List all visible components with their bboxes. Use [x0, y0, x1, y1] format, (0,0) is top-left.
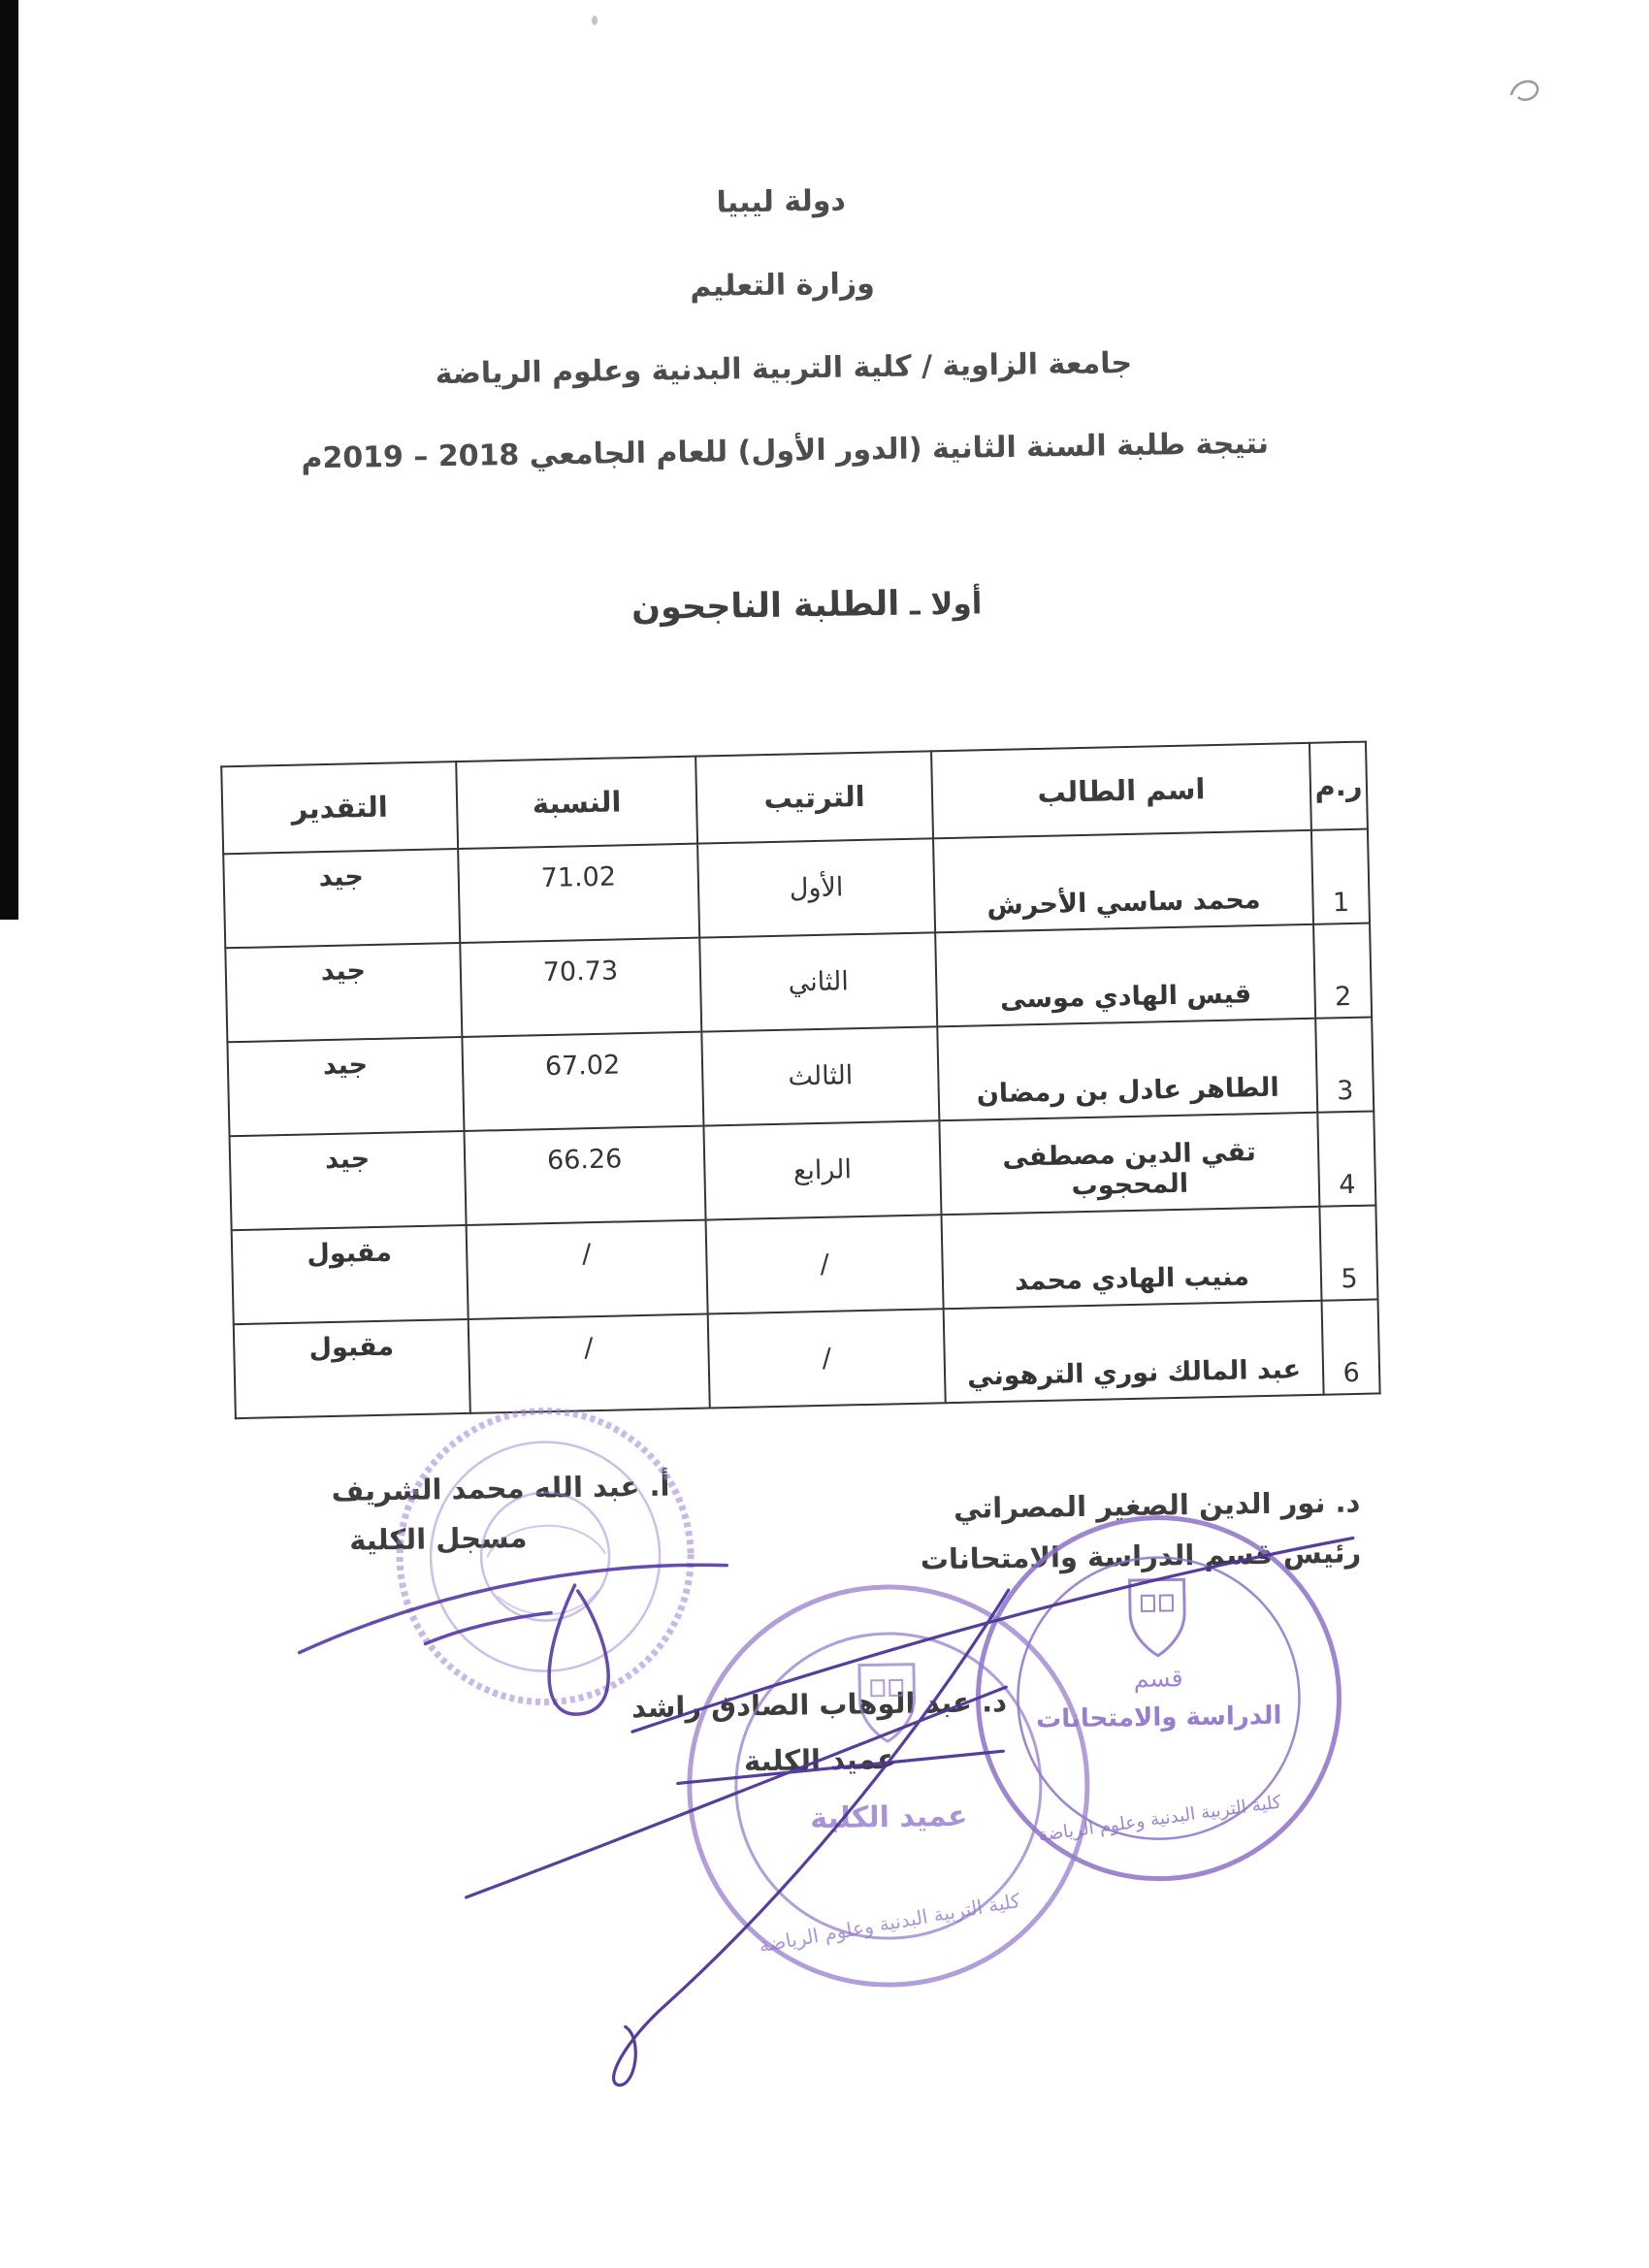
- column-header-index: ر.م: [1310, 742, 1368, 830]
- cell-rank: الثاني: [699, 932, 937, 1031]
- cell-student-name: قيس الهادي موسى: [935, 924, 1315, 1026]
- cell-student-name: منيب الهادي محمد: [941, 1207, 1321, 1309]
- registrar-stamp-icon: [388, 1399, 703, 1714]
- cell-rank: الثالث: [701, 1026, 939, 1125]
- cell-index: 1: [1311, 829, 1370, 924]
- cell-student-name: عبد المالك نوري الترهوني: [944, 1301, 1324, 1403]
- exams-head-name: د. نور الدين الصغير المصراتي: [953, 1485, 1361, 1525]
- cell-grade: مقبول: [232, 1225, 469, 1324]
- cell-index: 2: [1313, 923, 1372, 1019]
- dean-stamp-ring-text: كلية التربية البدنية وعلوم الرياضة: [757, 1888, 1022, 1958]
- cell-percentage: 67.02: [462, 1032, 703, 1131]
- stamp-word-qism: قسم: [1133, 1664, 1183, 1694]
- section-title-prefix: أولا ـ: [898, 586, 983, 623]
- registrar-title: مسجل الكلية: [348, 1520, 528, 1557]
- cell-rank: /: [708, 1309, 946, 1408]
- registrar-name: أ. عبد الله محمد الشريف: [331, 1469, 670, 1508]
- cell-grade: جيد: [225, 943, 462, 1042]
- column-header-rank: الترتيب: [695, 751, 933, 843]
- exams-head-title: رئيس قسم الدراسة والامتحانات: [920, 1536, 1362, 1576]
- cell-rank: /: [706, 1215, 944, 1313]
- cell-percentage: 70.73: [460, 938, 701, 1037]
- dean-stamp-icon: [671, 1570, 1105, 2003]
- dean-title: عميد الكلية: [743, 1741, 897, 1778]
- cell-percentage: /: [467, 1220, 708, 1319]
- cell-rank: الرابع: [703, 1120, 941, 1219]
- cell-percentage: 66.26: [464, 1126, 705, 1225]
- column-header-student-name: اسم الطالب: [931, 743, 1311, 838]
- stamp-ring-text: كلية التربية البدنية وعلوم الرياضة: [1037, 1792, 1283, 1846]
- cell-grade: جيد: [223, 849, 460, 948]
- cell-student-name: تقي الدين مصطفى المحجوب: [939, 1113, 1319, 1215]
- cell-rank: الأول: [697, 838, 935, 937]
- section-title-main: الطلبة الناجحون: [630, 584, 900, 629]
- cell-index: 4: [1317, 1112, 1375, 1207]
- document-header-line-result: نتيجة طلبة السنة الثانية (الدور الأول) للعام الجامعي 2018 – 2019م: [301, 426, 1270, 476]
- document-header-line-country: دولة ليبيا: [716, 183, 847, 220]
- cell-index: 5: [1319, 1205, 1377, 1300]
- dean-stamp-center-text: عميد الكلية: [809, 1798, 968, 1836]
- cell-grade: جيد: [227, 1037, 464, 1136]
- cell-percentage: 71.02: [458, 844, 699, 943]
- stamp-band-text: الدراسة والامتحانات: [1035, 1701, 1282, 1734]
- dean-name: د. عبد الوهاب الصادق راشد: [630, 1685, 1008, 1725]
- document-header-line-university: جامعة الزاوية / كلية التربية البدنية وعلوم الرياضة: [435, 345, 1133, 392]
- cell-student-name: الطاهر عادل بن رمضان: [937, 1019, 1317, 1120]
- cell-index: 6: [1322, 1299, 1380, 1394]
- column-header-percentage: النسبة: [456, 757, 697, 849]
- section-title: [12, 573, 1602, 637]
- cell-index: 3: [1315, 1018, 1374, 1113]
- results-table: [220, 741, 1380, 1420]
- cell-student-name: محمد ساسي الأحرش: [933, 830, 1313, 932]
- cell-grade: مقبول: [234, 1319, 470, 1418]
- cell-percentage: /: [469, 1314, 710, 1413]
- document-header-line-ministry: وزارة التعليم: [690, 267, 876, 305]
- handwritten-signature-strokes: [4, 1326, 1649, 2268]
- column-header-grade: التقدير: [221, 761, 458, 854]
- cell-grade: جيد: [230, 1131, 467, 1230]
